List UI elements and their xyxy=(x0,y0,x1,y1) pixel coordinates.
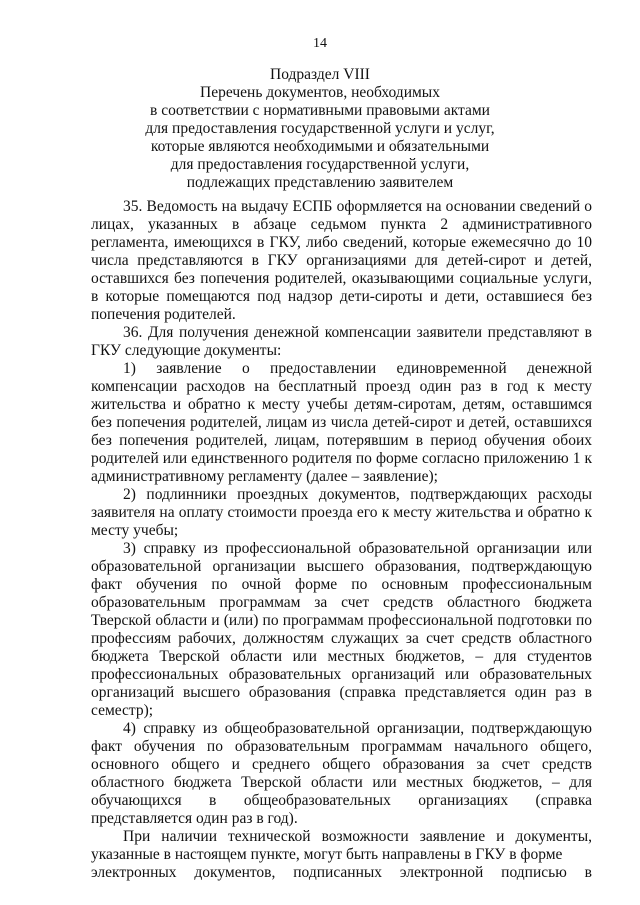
word: подписанных xyxy=(293,864,383,881)
word: подписью xyxy=(501,864,567,881)
heading-line: в соответствии с нормативными правовыми актами xyxy=(150,102,490,119)
document-body xyxy=(91,198,592,882)
list-item-2: 2) подлинники проездных документов, подтверждающих расходы заявителя на оплату стоимости проезда его к месту жительства и обратно к месту учебы; xyxy=(91,486,592,539)
heading-line: для предоставления государственной услуги и услуг, xyxy=(145,120,495,137)
paragraph-continuation-line xyxy=(91,864,592,882)
word: электронных xyxy=(91,864,177,881)
word: электронной xyxy=(399,864,484,881)
electronic-submission-paragraph: При наличии технической возможности заявление и документы, указанные в настоящем пункте, могут быть направлены в ГКУ в форме xyxy=(91,828,592,863)
list-item-1: 1) заявление о предоставлении единовременной денежной компенсации расходов на бесплатный проезд один раз в год к месту жительства и обратно к месту учебы детям-сиротам, детям, оставшимся без попечения родителей, лицам из числа детей-сирот и детей, оставшихся без попечения родителей, лицам, потерявшим в период обучения обоих родителей или единственного родителя по форме согласно приложению 1 к административному регламенту (далее – заявление); xyxy=(91,360,592,485)
word: в xyxy=(584,864,592,881)
heading-line: подлежащих представлению заявителем xyxy=(186,174,454,191)
heading-line: для предоставления государственной услуги, xyxy=(170,156,470,173)
page-number: 14 xyxy=(313,36,327,51)
section-heading xyxy=(90,66,550,192)
list-item-4: 4) справку из общеобразовательной организации, подтверждающую факт обучения по образовательным программам начального общего, основного общего и среднего общего образования за счет средств областного бюджета Тверской области или местных бюджетов, – для обучающихся в общеобразовательных организациях (справка представляется один раз в год). xyxy=(91,720,592,827)
heading-line: Перечень документов, необходимых xyxy=(200,84,440,101)
paragraph-35: 35. Ведомость на выдачу ЕСПБ оформляется на основании сведений о лицах, указанных в абзаце седьмом пункта 2 административного регламента, имеющихся в ГКУ, либо сведений, которые ежемесячно до 10 числа представляются в ГКУ организациями для детей-сирот и детей, оставшихся без попечения родителей, оказывающими социальные услуги, в которые помещаются под надзор дети-сироты и дети, оставшиеся без попечения родителей. xyxy=(91,198,592,323)
paragraph-36: 36. Для получения денежной компенсации заявители представляют в ГКУ следующие документы: xyxy=(91,324,592,359)
word: документов, xyxy=(194,864,276,881)
list-item-3: 3) справку из профессиональной образовательной организации или образовательной организации высшего образования, подтверждающую факт обучения по очной форме по основным профессиональным образовательным программам за счет средств областного бюджета Тверской области и (или) по программам профессиональной подготовки по профессиям рабочих, должностям служащих за счет средств областного бюджета Тверской области или местных бюджетов, – для студентов профессиональных образовательных организаций или образовательных организаций высшего образования (справка представляется один раз в семестр); xyxy=(91,540,592,719)
heading-line: которые являются необходимыми и обязательными xyxy=(150,138,490,155)
heading-line: Подраздел VIII xyxy=(270,66,370,83)
